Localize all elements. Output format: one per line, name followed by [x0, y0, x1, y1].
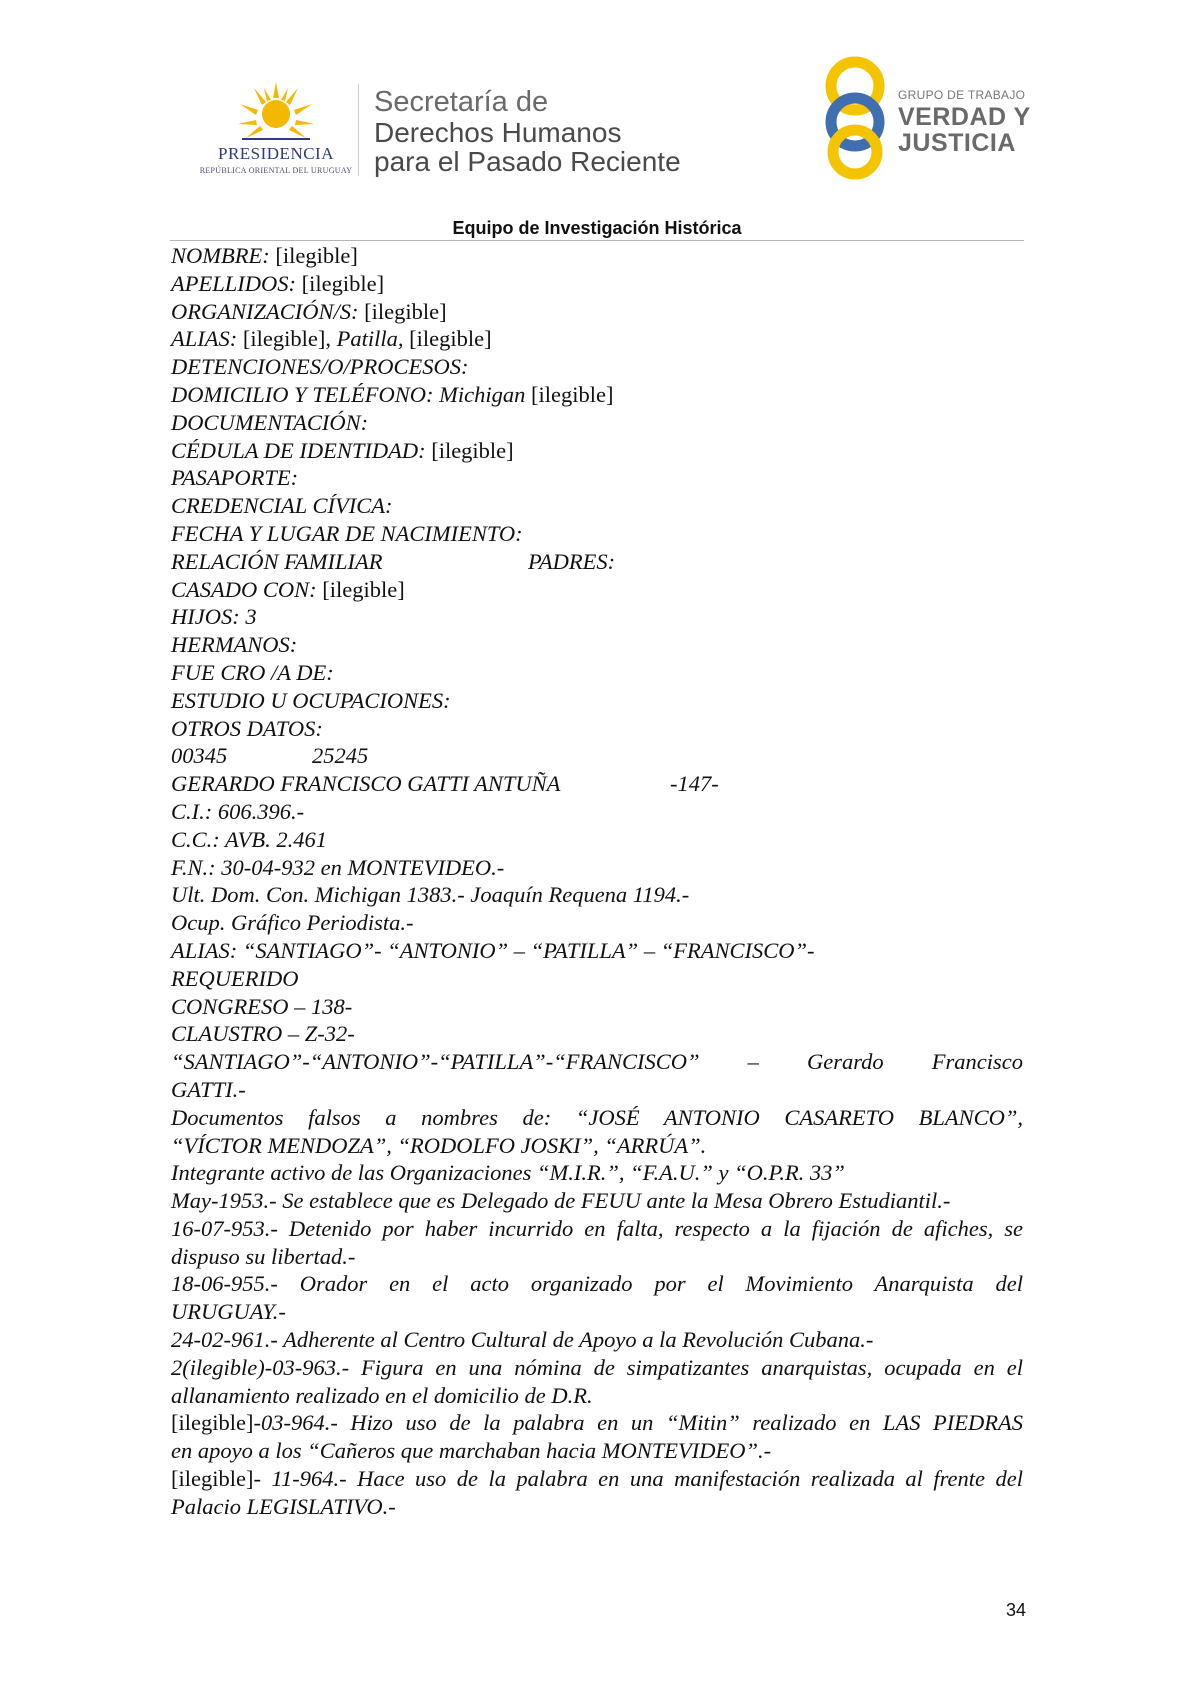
- record-documentos-line-1: Documentos falsos a nombres de: “JOSÉ ANTONIO CASARETO BLANCO”,: [171, 1104, 1023, 1130]
- field-fecha-nacimiento: FECHA Y LUGAR DE NACIMIENTO:: [171, 520, 523, 546]
- verdad-justicia-logo: [820, 56, 1040, 180]
- record-alias: ALIAS: “SANTIAGO”- “ANTONIO” – “PATILLA” – “FRANCISCO”-: [171, 937, 815, 963]
- record-number-2: 25245: [312, 743, 369, 769]
- aliases-dash: –: [747, 1049, 759, 1075]
- field-value: [ilegible]: [364, 298, 447, 324]
- record-fn: F.N.: 30-04-932 en MONTEVIDEO.-: [171, 854, 505, 880]
- record-event-1953-may: May-1953.- Se establece que es Delegado de FEUU ante la Mesa Obrero Estudiantil.-: [171, 1188, 951, 1214]
- record-body: [171, 242, 1023, 1521]
- field-value: [ilegible]: [531, 381, 614, 407]
- record-aliases-full: [171, 1048, 1023, 1076]
- field-alias: [171, 325, 1023, 353]
- presidencia-title: PRESIDENCIA: [217, 144, 334, 163]
- field-fue-cro: FUE CRO /A DE:: [171, 659, 334, 685]
- record-event-1964a-line-2: en apoyo a los “Cañeros que marchaban hacia MONTEVIDEO”.-: [171, 1438, 772, 1464]
- record-event-1953-line-2: dispuso su libertad.-: [171, 1243, 356, 1269]
- field-relacion-familiar: [171, 548, 1023, 576]
- record-number-1: 00345: [171, 743, 228, 769]
- record-event-1955-line-1: 18-06-955.- Orador en el acto organizado por el Movimiento Anarquista del: [171, 1271, 1023, 1297]
- presidencia-logo: [196, 80, 356, 180]
- field-value: [ilegible]: [275, 243, 358, 268]
- aliases-list: “SANTIAGO”-“ANTONIO”-“PATILLA”-“FRANCISCO”: [171, 1049, 700, 1075]
- record-ocupacion: Ocup. Gráfico Periodista.-: [171, 910, 414, 936]
- field-label: DOMICILIO Y TELÉFONO: Michigan: [171, 381, 526, 407]
- field-domicilio: [171, 381, 1023, 409]
- logo-divider: [358, 84, 359, 176]
- secretaria-line-2: Derechos Humanos: [374, 117, 622, 148]
- event-text: -03-964.- Hizo uso de la palabra en un “Mitin” realizado en LAS PIEDRAS: [253, 1410, 1023, 1436]
- field-value: [ilegible]: [301, 270, 385, 296]
- record-event-1961: 24-02-961.- Adherente al Centro Cultural de Apoyo a la Revolución Cubana.-: [171, 1327, 874, 1353]
- record-event-1964b-line-2: Palacio LEGISLATIVO.-: [171, 1493, 396, 1519]
- record-event-1964a-line-1: [171, 1409, 1023, 1437]
- illegible-prefix: [ilegible]: [171, 1466, 254, 1492]
- field-nombre: [171, 242, 1023, 270]
- field-value: [ilegible]: [322, 576, 405, 602]
- field-otros-datos: OTROS DATOS:: [171, 715, 323, 741]
- sun-emblem-icon: [236, 80, 316, 142]
- field-label: ORGANIZACIÓN/S:: [171, 298, 359, 324]
- header-divider: [170, 240, 1024, 241]
- field-label-padres: PADRES:: [528, 548, 616, 574]
- secretaria-logo-text: [374, 86, 734, 177]
- record-documentos-line-2: “VÍCTOR MENDOZA”, “RODOLFO JOSKI”, “ARRÚA”.: [171, 1132, 707, 1158]
- field-pasaporte: PASAPORTE:: [171, 465, 299, 491]
- field-value: [ilegible]: [431, 437, 514, 463]
- record-integrante: Integrante activo de las Organizaciones “M.I.R.”, “F.A.U.” y “O.P.R. 33”: [171, 1160, 845, 1186]
- illegible-prefix: [ilegible]: [171, 1410, 254, 1436]
- field-label: CÉDULA DE IDENTIDAD:: [171, 437, 426, 463]
- record-claustro: CLAUSTRO – Z-32-: [171, 1021, 355, 1047]
- team-title: Equipo de Investigación Histórica: [452, 218, 742, 238]
- field-credencial: CREDENCIAL CÍVICA:: [171, 493, 393, 519]
- record-page-ref: -147-: [670, 771, 719, 797]
- record-event-1964b-line-1: [171, 1465, 1023, 1493]
- record-event-1963-line-1: 2(ilegible)-03-963.- Figura en una nómina de simpatizantes anarquistas, ocupada en el: [171, 1354, 1023, 1380]
- secretaria-line-3: para el Pasado Reciente: [374, 146, 681, 177]
- field-hijos: HIJOS: 3: [171, 604, 257, 630]
- field-label: RELACIÓN FAMILIAR: [171, 548, 383, 574]
- event-text: - 11-964.- Hace uso de la palabra en una manifestación realizada al frente del: [253, 1466, 1023, 1492]
- field-value: [ilegible]: [409, 326, 492, 352]
- justicia-label: JUSTICIA: [898, 129, 1016, 157]
- verdad-y-label: VERDAD Y: [898, 103, 1031, 131]
- secretaria-line-1: Secretaría de: [374, 86, 549, 118]
- record-gatti: GATTI.-: [171, 1076, 246, 1102]
- record-event-1955-line-2: URUGUAY.-: [171, 1299, 286, 1325]
- field-documentacion: DOCUMENTACIÓN:: [171, 409, 369, 435]
- record-numbers: [171, 742, 1023, 770]
- record-name: GERARDO FRANCISCO GATTI ANTUÑA: [171, 771, 561, 797]
- page-number: 34: [1005, 1600, 1026, 1620]
- grupo-de-trabajo-label: GRUPO DE TRABAJO: [898, 88, 1026, 102]
- record-ci: C.I.: 606.396.-: [171, 798, 305, 824]
- verdad-justicia-title: [898, 104, 1031, 156]
- record-requerido: REQUERIDO: [171, 965, 299, 991]
- field-label: APELLIDOS:: [171, 270, 296, 296]
- field-value: Patilla,: [336, 326, 404, 352]
- record-domicilio: Ult. Dom. Con. Michigan 1383.- Joaquín Requena 1194.-: [171, 882, 690, 908]
- field-label: CASADO CON:: [171, 576, 317, 602]
- field-value: [ilegible],: [242, 326, 331, 352]
- field-estudio: ESTUDIO U OCUPACIONES:: [171, 687, 451, 713]
- field-cedula: [171, 437, 1023, 465]
- field-organizacion: [171, 298, 1023, 326]
- record-cc: C.C.: AVB. 2.461: [171, 826, 327, 852]
- field-detenciones: DETENCIONES/O/PROCESOS:: [171, 354, 469, 380]
- aliases-given-name: Gerardo: [806, 1049, 884, 1075]
- presidencia-subtitle: REPÚBLICA ORIENTAL DEL URUGUAY: [199, 166, 353, 175]
- field-hermanos: HERMANOS:: [171, 632, 298, 658]
- field-apellidos: [171, 270, 1023, 298]
- field-label: NOMBRE:: [171, 243, 270, 268]
- interlocked-rings-icon: [820, 56, 890, 180]
- field-casado: [171, 576, 1023, 604]
- aliases-middle-name: Francisco: [931, 1049, 1023, 1075]
- record-name-line: [171, 770, 1023, 798]
- record-congreso: CONGRESO – 138-: [171, 993, 353, 1019]
- record-event-1963-line-2: allanamiento realizado en el domicilio de D.R.: [171, 1382, 593, 1408]
- record-event-1953-line-1: 16-07-953.- Detenido por haber incurrido en falta, respecto a la fijación de afiches, se: [171, 1215, 1023, 1241]
- field-label: ALIAS:: [171, 326, 238, 352]
